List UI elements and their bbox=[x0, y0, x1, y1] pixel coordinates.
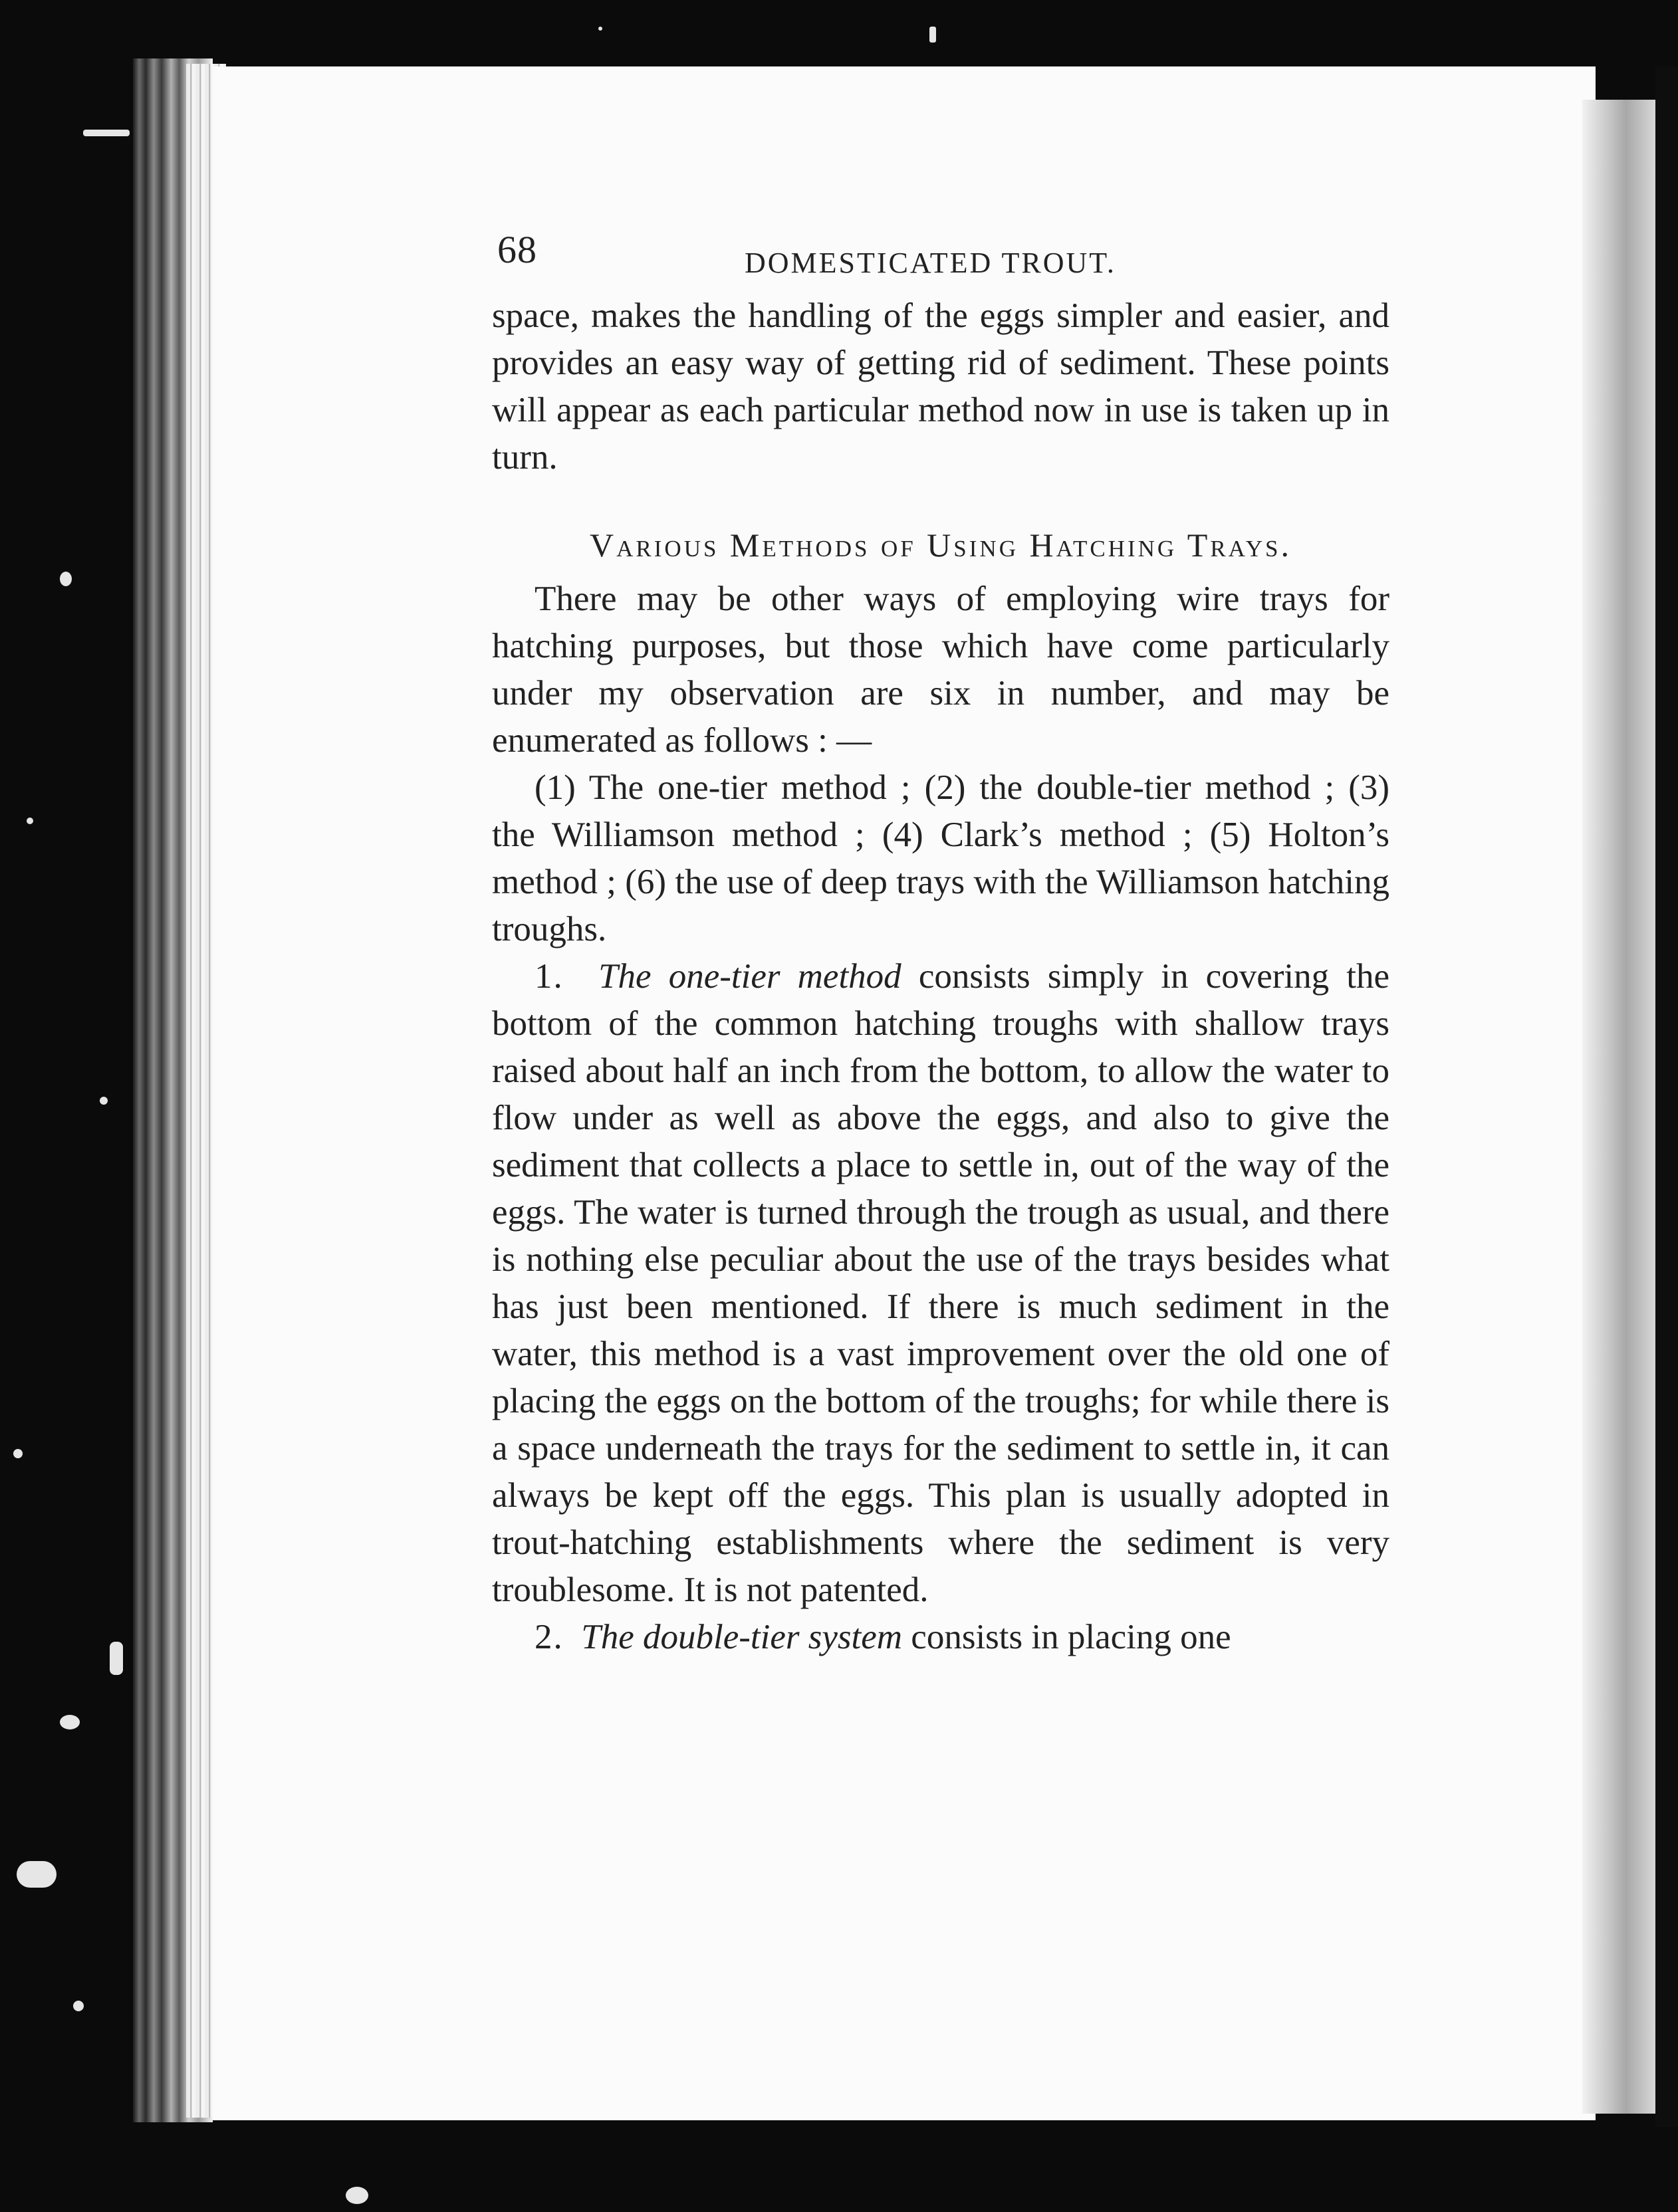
paragraph-text: consists in placing one bbox=[911, 1618, 1231, 1656]
paragraph-method-list: (1) The one-tier method ; (2) the double-tier method ; (3) the Williamson method ; (4) Clark’s method ; (5) Holton’s method ; (6) the use of deep trays with the Williamson hatching troughs. bbox=[492, 768, 1389, 948]
running-title: DOMESTICATED TROUT. bbox=[745, 247, 1116, 279]
scan-speck bbox=[13, 1449, 23, 1458]
item-number: 1. bbox=[535, 957, 564, 996]
scan-speck bbox=[60, 572, 72, 586]
scan-speck bbox=[100, 1097, 108, 1105]
section-heading: Various Methods of Using Hatching Trays. bbox=[590, 526, 1292, 564]
paragraph-text: consists simply in covering the bottom of the common hatching troughs with shallow trays raised about half an inch from the bottom, to allow the water to flow under as well as above the eggs, and also to give the sediment that collects a place to settle in, out of the way of the eggs. The water is turned through the trough as usual, and there is nothing else peculiar about the use of the trays besides what has just been mentioned. If there is much sediment in the water, this method is a vast improvement over the old one of placing the eggs on the bottom of the troughs; for while there is a space underneath the trays for the sediment to settle in, it can always be kept off the eggs. This plan is usually adopted in trout-hatching establishments where the sediment is very troublesome. It is not patented. bbox=[492, 957, 1389, 1609]
paragraph-one-tier-method bbox=[492, 953, 1389, 1614]
scan-speck bbox=[929, 27, 936, 43]
scan-speck bbox=[346, 2187, 368, 2204]
method-term: The one-tier method bbox=[598, 957, 901, 996]
item-number: 2. bbox=[535, 1618, 564, 1656]
page-text bbox=[492, 219, 1389, 1661]
scan-border-right bbox=[1655, 66, 1678, 2127]
scan-speck bbox=[17, 1861, 57, 1888]
page-fold-shadow bbox=[1582, 100, 1655, 2114]
paragraph-continuation: space, makes the handling of the eggs simpler and easier, and provides an easy way of getting rid of sediment. These points will appear as each particular method now in use is taken up in turn. bbox=[492, 296, 1389, 477]
paragraph-intro: There may be other ways of employing wire trays for hatching purposes, but those which have come particularly under my observation are six in number, and may be enumerated as follows : — bbox=[492, 580, 1389, 760]
scan-speck bbox=[598, 27, 602, 31]
method-term: The double-tier system bbox=[581, 1618, 903, 1656]
scan-speck bbox=[83, 130, 130, 136]
scan-speck bbox=[73, 2001, 84, 2011]
paragraph-double-tier-system bbox=[492, 1614, 1389, 1661]
scan-speck bbox=[60, 1715, 80, 1729]
scan-speck bbox=[110, 1642, 123, 1675]
scan-speck bbox=[27, 818, 33, 824]
page-number: 68 bbox=[497, 228, 537, 271]
running-head bbox=[492, 219, 1389, 292]
